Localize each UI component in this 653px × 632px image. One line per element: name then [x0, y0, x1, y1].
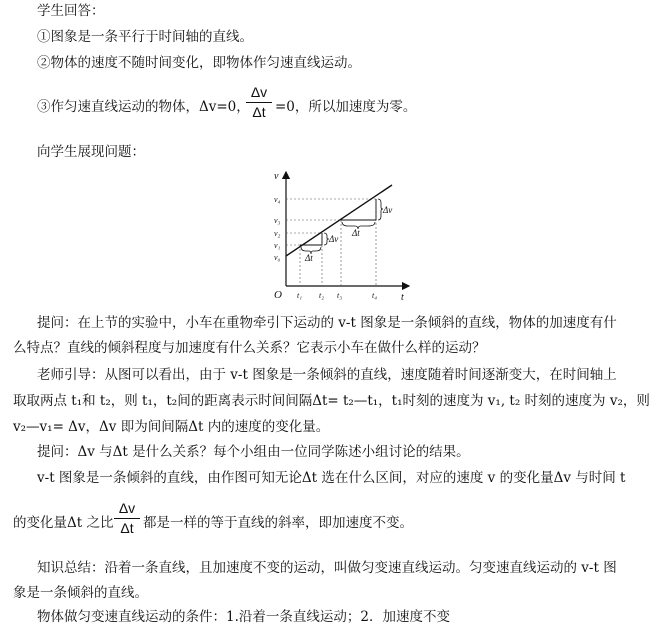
summary-line-2: 象是一条倾斜的直线。: [13, 585, 148, 601]
x-tick-t4: t₄: [372, 291, 378, 300]
guidance-line-2: 取取两点 t₁和 t₂，则 t₁，t₂间的距离表示时间间隔Δt= t₂—t₁，t₁时刻的速度为 v₁, t₂ 时刻的速度为 v₂，则: [13, 393, 650, 409]
y-tick-v3: v₃: [274, 216, 281, 225]
y-tick-v0: v₀: [274, 253, 281, 262]
summary-line-1: 知识总结：沿着一条直线，且加速度不变的运动，叫做匀变速直线运动。匀变速直线运动的 v-t 图: [37, 560, 617, 576]
show-problem-label: 向学生展现问题：: [37, 144, 145, 160]
student-answer-heading: 学生回答：: [37, 3, 105, 19]
x-tick-t1: t₁: [297, 291, 303, 300]
x-tick-t2: t₂: [319, 291, 325, 300]
dv-label-small: Δv: [329, 234, 339, 244]
fraction-numerator: Δv: [250, 84, 268, 100]
y-tick-v4: v₄: [274, 195, 281, 204]
y-axis-label: v: [274, 171, 279, 182]
x-axis-label: t: [401, 292, 404, 303]
question-line-1: 提问：在上节的实验中，小车在重物牵引下运动的 v-t 图象是一条倾斜的直线，物体的加速度有什: [37, 315, 617, 331]
vt-graph: [264, 168, 424, 303]
vt-explain-line-2-before: 的变化量Δt 之比: [13, 515, 114, 531]
y-tick-v2: v₂: [274, 229, 281, 238]
fraction-dv-dt-2: [114, 500, 140, 537]
vt-explain-line-2-after: 都是一样的等于直线的斜率，即加速度不变。: [143, 515, 413, 531]
dv-label-large: Δv: [383, 205, 393, 215]
answer-item-3-before: ③作匀速直线运动的物体，Δv=0，: [37, 99, 250, 115]
x-tick-t3: t₃: [337, 291, 343, 300]
fraction-denominator: Δt: [252, 104, 266, 120]
question-2: 提问：Δv 与Δt 是什么关系？每个小组由一位同学陈述小组讨论的结果。: [37, 444, 470, 460]
answer-item-2: ②物体的速度不随时间变化，即物体作匀速直线运动。: [37, 55, 361, 71]
fraction-numerator: Δv: [118, 500, 136, 516]
answer-item-1: ①图象是一条平行于时间轴的直线。: [37, 29, 253, 45]
fraction-bar: [114, 518, 140, 519]
fraction-denominator: Δt: [120, 520, 134, 536]
conditions: 物体做匀变速直线运动的条件：1.沿着一条直线运动；2．加速度不变: [37, 609, 450, 625]
guidance-line-1: 老师引导：从图可以看出，由于 v-t 图象是一条倾斜的直线，速度随着时间逐渐变大，在时间轴上: [37, 367, 617, 383]
origin-label: O: [274, 289, 282, 301]
question-line-2: 么特点？直线的倾斜程度与加速度有什么关系？它表示小车在做什么样的运动？: [13, 340, 486, 356]
triangle-large: [341, 199, 376, 220]
answer-item-3-after: =0，所以加速度为零。: [275, 99, 417, 115]
vt-explain-line-1: v-t 图象是一条倾斜的直线，由作图可知无论Δt 选在什么区间，对应的速度 v 的变化量Δv 与时间 t: [37, 470, 626, 486]
y-tick-v1: v₁: [274, 241, 281, 250]
fraction-bar: [246, 102, 272, 103]
guidance-line-3: v₂—v₁= Δv，Δv 即为间间隔Δt 内的速度的变化量。: [13, 419, 330, 435]
dt-label-large: Δt: [352, 228, 360, 238]
dt-label-small: Δt: [305, 253, 313, 263]
fraction-dv-dt: [246, 84, 272, 121]
